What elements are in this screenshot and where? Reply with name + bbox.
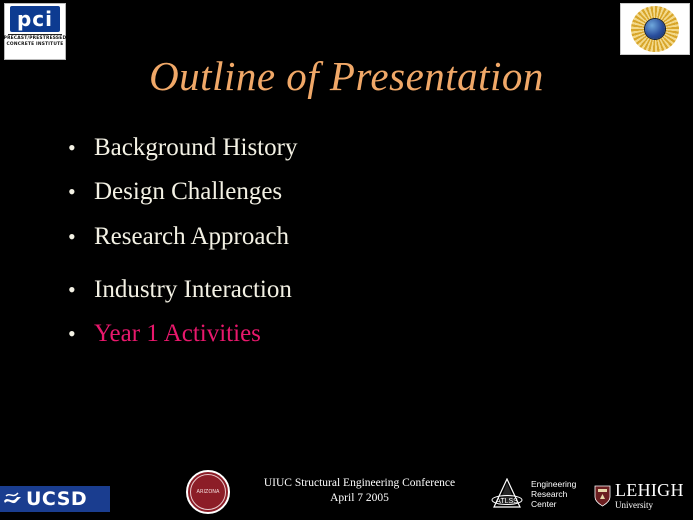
wave-icon xyxy=(4,492,22,506)
list-item-highlighted xyxy=(68,318,608,349)
lehigh-logo xyxy=(594,481,684,510)
atlss-text-block xyxy=(531,479,576,509)
bullet-marker-icon: • xyxy=(68,223,76,249)
svg-text:ATLSS: ATLSS xyxy=(496,498,518,505)
lehigh-wordmark xyxy=(615,481,684,510)
lehigh-subtitle: University xyxy=(615,500,653,510)
bullet-marker-icon: • xyxy=(68,179,76,205)
globe-icon xyxy=(645,19,665,39)
pci-wordmark: pci xyxy=(10,6,60,32)
bullet-label: Design Challenges xyxy=(94,178,283,206)
bullet-label: Research Approach xyxy=(94,222,290,250)
atlss-line3: Center xyxy=(531,499,557,509)
bullet-label: Year 1 Activities xyxy=(94,320,261,347)
ucsd-wordmark: UCSD xyxy=(26,487,88,510)
atlss-line1: Engineering xyxy=(531,479,577,489)
lehigh-name: LEHIGH xyxy=(615,480,684,500)
bullet-list xyxy=(68,132,608,362)
page-title: Outline of Presentation xyxy=(149,53,544,99)
arizona-seal-inner xyxy=(190,474,226,510)
list-item xyxy=(68,274,608,305)
conference-date: April 7 2005 xyxy=(330,492,389,504)
atlss-line2: Research xyxy=(531,489,568,499)
bullet-marker-icon: • xyxy=(68,321,76,346)
atlss-mark-icon xyxy=(487,478,527,510)
conference-name: UIUC Structural Engineering Conference xyxy=(263,477,456,489)
bullet-label: Background History xyxy=(94,134,298,161)
bullet-label: Industry Interaction xyxy=(94,275,292,303)
pci-divider xyxy=(8,34,62,35)
list-item xyxy=(68,221,608,252)
pci-subtitle-line1: PRECAST/PRESTRESSED xyxy=(3,36,67,41)
footer-conference-text xyxy=(252,476,467,506)
bullet-marker-icon: • xyxy=(68,135,76,160)
atlss-logo xyxy=(487,478,576,510)
pci-subtitle-line2: CONCRETE INSTITUTE xyxy=(6,42,64,47)
university-of-arizona-seal-icon xyxy=(186,470,230,514)
shield-icon xyxy=(594,485,611,507)
gold-starburst-globe-seal-icon xyxy=(620,3,690,55)
bullet-marker-icon: • xyxy=(68,276,76,302)
list-item xyxy=(68,132,608,163)
arizona-seal-text: ARIZONA xyxy=(196,489,220,495)
list-item xyxy=(68,176,608,207)
ucsd-logo xyxy=(0,486,110,512)
